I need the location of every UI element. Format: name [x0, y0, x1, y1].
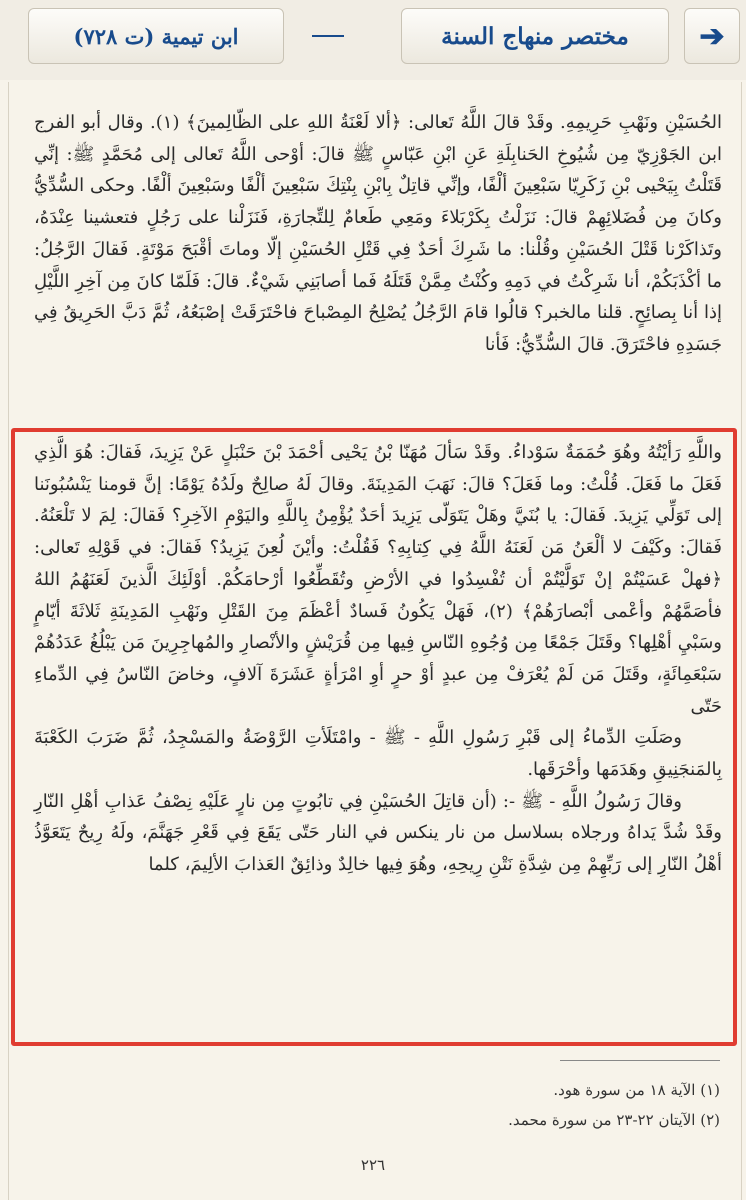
author-button[interactable]	[28, 8, 284, 64]
page-number: ٢٢٦	[360, 1156, 386, 1174]
arrow-right-icon: ➔	[699, 18, 725, 54]
footnote-divider	[560, 1060, 720, 1061]
book-title-button[interactable]	[401, 8, 669, 64]
top-toolbar	[0, 0, 746, 80]
title-separator	[312, 35, 344, 37]
highlight-box	[11, 428, 737, 1046]
paragraph: وصَلَتِ الدِّماءُ إلى قَبْرِ رَسُولِ اللَّهِ - ﷺ - وامْتَلَأتِ الرَّوْضَةُ والمَسْجِدُ، ثُمَّ ضَرَبَ الكَعْبَةَ بِالمَنجَنِيقِ وهَدَمَها وأحْرَقَها.	[34, 727, 722, 781]
footnote-1: (١) الآية ١٨ من سورة هود.	[553, 1081, 720, 1099]
footnotes	[300, 1075, 720, 1135]
back-button[interactable]	[684, 8, 740, 64]
paragraph: وقالَ رَسُولُ اللَّهِ - ﷺ -: (أن قاتِلَ الحُسَيْنِ فِي تابُوتٍ مِن نارٍ عَلَيْهِ نِصْفُ عَذابِ أهْلِ النّارِ وقَدْ شُدَّ يَداهُ ورجلاه بسلاسل من نار ينكس في النار حَتّى يَقَعَ فِي قَعْرِ جَهَنَّمَ، ولَهُ رِيحٌ يَتَعَوَّذُ أهْلُ النّارِ إلى رَبِّهِمْ مِن شِدَّةِ نَتْنِ رِيحِهِ، وهُوَ فِيها خالِدٌ وذائِقٌ العَذابَ الألِيمَ، كلما	[34, 790, 722, 876]
book-title: مختصر منهاج السنة	[441, 22, 629, 50]
paragraph-top: الحُسَيْنِ ونَهْبِ حَرِيمِهِ. وقَدْ قالَ اللَّهُ تَعالى: ﴿ألا لَعْنَةُ اللهِ على الظّالِمينَ﴾ (١). وقال أبو الفرج ابن الجَوْزِيّ مِن شُيُوخِ الحَنابِلَةِ عَنِ ابْنِ عَبّاسٍ ﷺ قالَ: أوْحى اللَّهُ تَعالى إلى مُحَمَّدٍ ﷺ: إنِّي قَتَلْتُ بِيَحْيى بْنِ زَكَرِيّا سَبْعِينَ ألْفًا، وإنِّي قاتِلٌ بِابْنِ بِنْتِكَ سَبْعِينَ ألْفًا وسَبْعِينَ ألْفًا. وحكى السُّدِّيُّ وكانَ مِن فُضَلائِهِمْ قالَ: نَزَلْتُ بِكَرْبَلاءَ ومَعِي طَعامٌ لِلتِّجارَةِ، فَنَزَلْنا على رَجُلٍ فتعشينا عِنْدَهُ، وتَذاكَرْنا قَتْلَ الحُسَيْنِ وقُلْنا: ما شَرِكَ أحَدٌ فِي قَتْلِ الحُسَيْنِ إلّا وماتَ أقْبَحَ مَوْتَةٍ. فَقالَ الرَّجُلُ: ما أكْذَبَكُمْ، أنا شَرِكْتُ في دَمِهِ وكُنْتُ مِمَّنْ قَتَلَهُ فَما أصابَنِي شَيْءٌ. قالَ: فَلَمّا كانَ مِن آخِرِ اللَّيْلِ إذا أنا بِصائِحٍ. قلنا مالخبر؟ قالُوا قامَ الرَّجُلُ يُصْلِحُ المِصْباحَ فاحْتَرَقَتْ إصْبَعُهُ، ثُمَّ دَبَّ الحَرِيقُ فِي جَسَدِهِ فاحْتَرَقَ. قالَ السُّدِّيُّ: فَأنا	[34, 112, 722, 355]
footnote-2: (٢) الآيتان ٢٢-٢٣ من سورة محمد.	[508, 1111, 720, 1129]
author-name: ابن تيمية (ت ٧٢٨)	[73, 23, 239, 49]
paragraph: واللَّهِ رَأيْتُهُ وهُوَ حُمَمَةٌ سَوْداءُ. وقَدْ سَألَ مُهَنّا بْنُ يَحْيى أحْمَدَ بْنَ حَنْبَلٍ عَنْ يَزِيدَ، فَقالَ: هُوَ الَّذِي فَعَلَ ما فَعَلَ. قُلْتُ: وما فَعَلَ؟ قالَ: نَهَبَ المَدِينَةَ. وقالَ لَهُ صالِحٌ ولَدُهُ يَوْمًا: إنَّ قومنا يَنْسُبُونَنا إلى تَوَلِّي يَزِيدَ. فَقالَ: يا بُنَيَّ وهَلْ يَتَوَلّى يَزِيدَ أحَدٌ يُؤْمِنُ بِاللَّهِ واليَوْمِ الآخِرِ؟ فَقالَ: لِمَ لا تَلْعَنُهُ. فَقالَ: وكَيْفَ لا ألْعَنُ مَن لَعَنَهُ اللَّهُ فِي كِتابِهِ؟ فَقُلْتُ: وأيْنَ لُعِنَ يَزِيدُ؟ فَقالَ: في قَوْلِهِ تَعالى: ﴿فهلْ عَسَيْتُمْ إنْ تَوَلَّيْتُمْ أن تُفْسِدُوا في الأرْضِ وتُقَطِّعُوا أرْحامَكُمْ. أوْلَئِكَ الَّذينَ لَعَنَهُمُ اللهُ فأصَمَّهُمْ وأعْمى أبْصارَهُمْ﴾ (٢)، فَهَلْ يَكُونُ فَسادٌ أعْظَمَ مِنَ القَتْلِ ونَهْبِ المَدِينَةِ ثَلاثَةَ أيّامٍ وسَبْيِ أهْلِها؟ وقَتَلَ جَمْعًا مِن وُجُوهِ النّاسِ فِيها مِن قُرَيْشٍ والأنْصارِ والمُهاجِرِينَ مَن يَبْلُغُ عَدَدُهُمْ سَبْعَمِائَةٍ، وقَتَلَ مَن لَمْ يُعْرَفْ مِن عبدٍ أوْ حرٍ أوِ امْرَأةٍ عَشَرَةَ آلافٍ، وخاضَ النّاسُ فِي الدِّماءِ حَتّى	[34, 442, 722, 717]
